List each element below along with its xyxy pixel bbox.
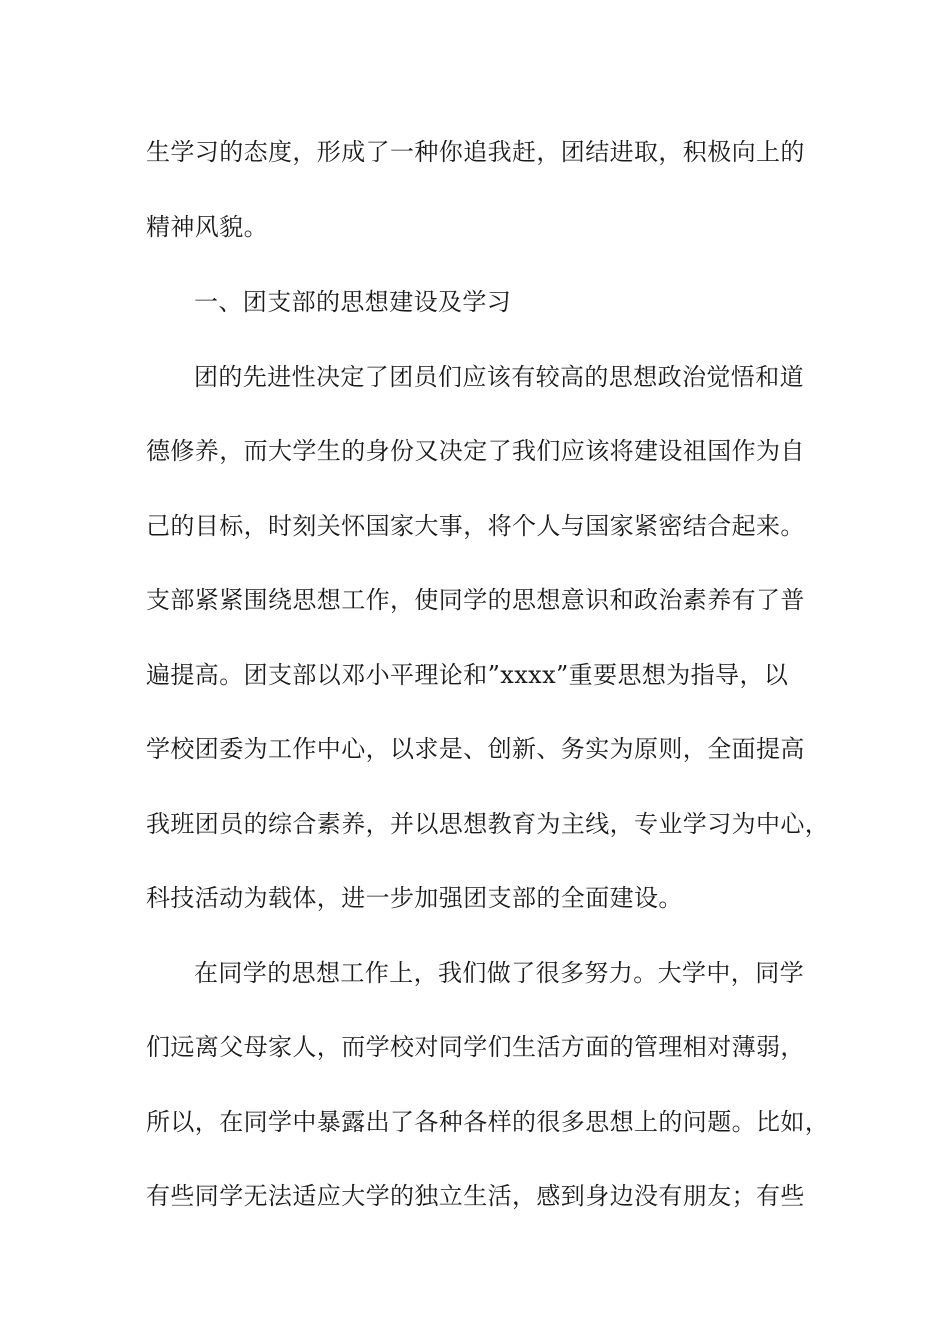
paragraph-line: 所以，在同学中暴露出了各种各样的很多思想上的问题。比如， (146, 1108, 830, 1136)
paragraph-line: 有些同学无法适应大学的独立生活，感到身边没有朋友；有些 (146, 1182, 805, 1210)
section-heading: 一、团支部的思想建设及学习 (194, 288, 512, 316)
paragraph-line: 遍提高。团支部以邓小平理论和”xxxx”重要思想为指导，以 (146, 661, 789, 689)
paragraph-line: 在同学的思想工作上，我们做了很多努力。大学中，同学 (194, 959, 804, 987)
paragraph-line: 团的先进性决定了团员们应该有较高的思想政治觉悟和道 (194, 363, 804, 391)
paragraph-line: 己的目标，时刻关怀国家大事，将个人与国家紧密结合起来。 (146, 512, 805, 540)
paragraph-line: 科技活动为载体，进一步加强团支部的全面建设。 (146, 884, 683, 912)
paragraph-line: 生学习的态度，形成了一种你追我赶，团结进取，积极向上的 (146, 138, 805, 166)
paragraph-line: 德修养，而大学生的身份又决定了我们应该将建设祖国作为自 (146, 437, 805, 465)
paragraph-line: 我班团员的综合素养，并以思想教育为主线，专业学习为中心， (146, 810, 830, 838)
paragraph-line: 精神风貌。 (146, 213, 268, 241)
paragraph-line: 们远离父母家人，而学校对同学们生活方面的管理相对薄弱， (146, 1033, 805, 1061)
paragraph-line: 支部紧紧围绕思想工作，使同学的思想意识和政治素养有了普 (146, 586, 805, 614)
paragraph-line: 学校团委为工作中心，以求是、创新、务实为原则，全面提高 (146, 735, 805, 763)
